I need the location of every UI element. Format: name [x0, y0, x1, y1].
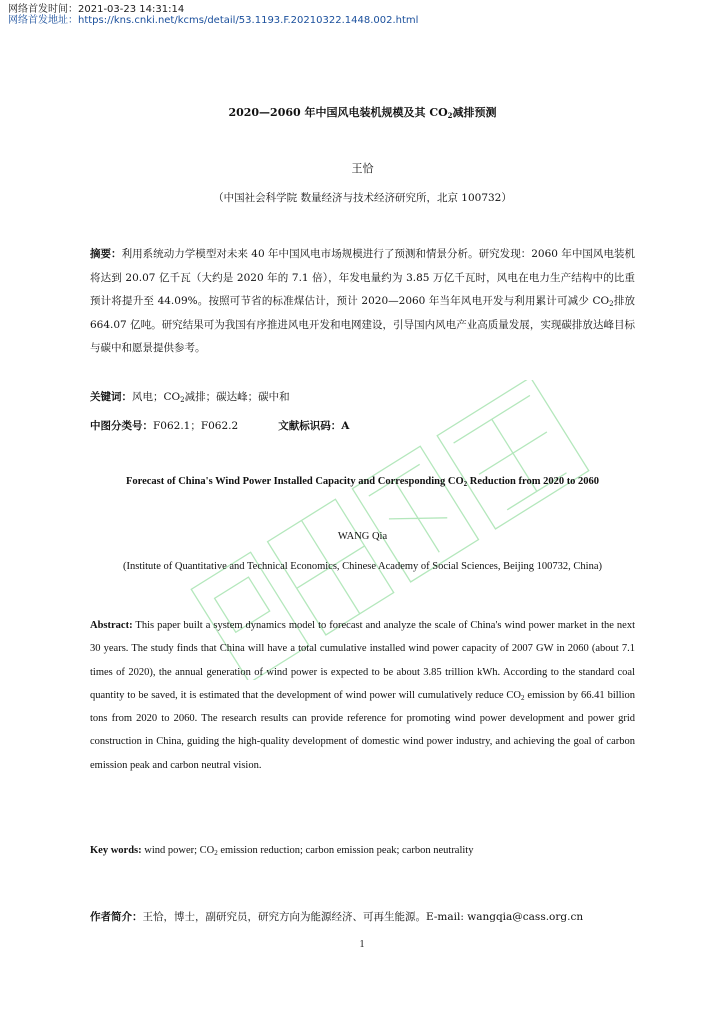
english-title [90, 476, 635, 487]
english-abstract-label: Abstract: [90, 620, 133, 631]
chinese-keywords-text: 风电；CO [132, 391, 181, 403]
english-abstract-subscript: 2 [521, 693, 525, 702]
classification-value: F062.1；F062.2 [153, 420, 239, 432]
author-bio-text: 王恰，博士，副研究员，研究方向为能源经济、可再生能源。E-mail: wangqia@cass.org.cn [142, 911, 584, 923]
publish-time-value: 2021-03-23 14:31:14 [78, 4, 185, 15]
chinese-title [90, 104, 635, 120]
english-title-text: Forecast of China's Wind Power Installed Capacity and Corresponding CO [125, 476, 464, 487]
chinese-title-text: 2020—2060 年中国风电装机规模及其 CO [228, 106, 448, 119]
english-title-subscript: 2 [463, 480, 468, 488]
english-abstract [90, 614, 635, 777]
publish-url-link[interactable]: https://kns.cnki.net/kcms/detail/53.1193.F.20210322.1448.002.html [78, 15, 419, 26]
document-code-label: 文献标识码： [278, 420, 342, 432]
english-keywords-text-end: emission reduction; carbon emission peak; carbon neutrality [217, 845, 474, 856]
english-keywords-subscript: 2 [214, 849, 218, 857]
chinese-title-subscript: 2 [447, 111, 453, 120]
page-number: 1 [359, 939, 365, 950]
english-keywords [90, 845, 635, 856]
english-abstract-text: This paper built a system dynamics model to forecast and analyze the scale of China's wind power market in the next 30 years. The study finds that China will have a total cumulative installed wind power capacity of 2007 GW in 2060 (about 7.1 times of 2020), the annual generation of wind power is expected to be about 3.85 trillion kWh. According to the standard coal quantity to be saved, it is estimated that the development of wind power will cumulatively reduce CO [90, 620, 635, 701]
online-publish-address[interactable] [8, 15, 418, 27]
author-bio [90, 909, 635, 924]
english-keywords-label: Key words: [90, 845, 142, 856]
chinese-keywords [90, 389, 635, 404]
chinese-abstract-label: 摘要： [90, 248, 122, 260]
chinese-keywords-label: 关键词： [90, 391, 132, 403]
publish-time-label: 网络首发时间： [8, 4, 78, 15]
chinese-affiliation: （中国社会科学院 数量经济与技术经济研究所，北京 100732） [213, 192, 512, 204]
chinese-abstract-text-end: 排放 664.07 亿吨。研究结果可为我国有序推进风电开发和电网建设，引导国内风电产业高质量发展，实现碳排放达峰目标与碳中和愿景提供参考。 [90, 295, 635, 354]
document-code-value: A [341, 420, 350, 432]
chinese-title-text-end: 减排预测 [452, 106, 497, 119]
english-abstract-text-end: emission by 66.41 billion tons from 2020 to 2060. The research results can provide reference for promoting wind power development and power grid construction in China, guiding the high-quality development of domestic wind power industry, and achieving the goal of carbon emission peak and carbon neutral vision. [90, 689, 635, 771]
publish-url-label: 网络首发地址： [8, 15, 78, 26]
classification-label: 中图分类号： [90, 420, 153, 432]
classification-line [90, 418, 635, 433]
english-title-text-end: Reduction from 2020 to 2060 [467, 476, 600, 487]
chinese-abstract-text: 利用系统动力学模型对未来 40 年中国风电市场规模进行了预测和情景分析。研究发现：2060 年中国风电装机将达到 20.07 亿千瓦（大约是 2020 年的 7.1 倍），年发电量约为 3.85 万亿千瓦时，风电在电力生产结构中的比重预计将提升至 44.09%。按照可节省的标准煤估计，预计 2020—2060 年当年风电开发与利用累计可减少 CO [90, 248, 636, 307]
chinese-abstract-subscript: 2 [609, 300, 614, 308]
english-keywords-text: wind power; CO [141, 845, 215, 856]
chinese-keywords-subscript: 2 [180, 396, 185, 404]
chinese-author: 王恰 [351, 162, 374, 175]
author-bio-label: 作者简介： [90, 911, 143, 923]
chinese-abstract [90, 243, 635, 361]
english-author: WANG Qia [337, 531, 388, 542]
chinese-keywords-text-end: 减排；碳达峰；碳中和 [184, 391, 290, 403]
english-affiliation: (Institute of Quantitative and Technical Economics, Chinese Academy of Social Sciences, Beijing 100732, China) [122, 561, 603, 572]
